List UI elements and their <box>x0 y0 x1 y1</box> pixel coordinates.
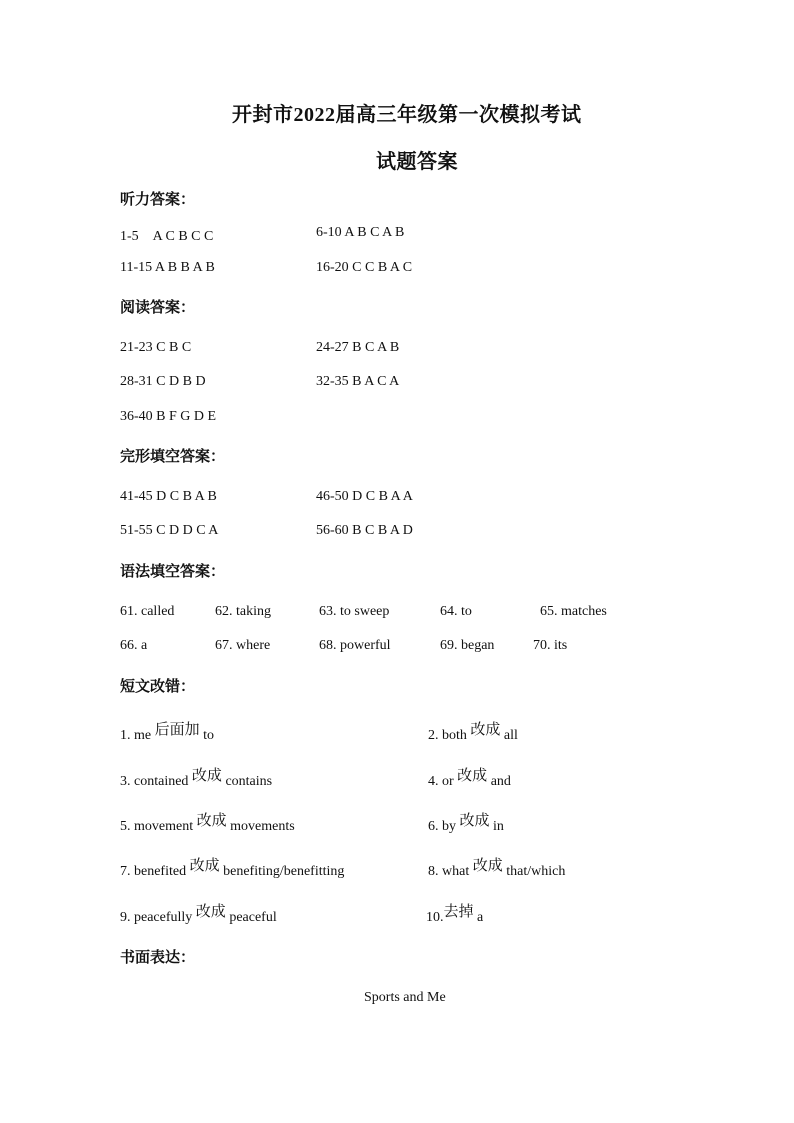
correction-action: 改成 <box>195 904 226 920</box>
correction-action: 改成 <box>472 858 503 874</box>
correction-heading: 短文改错： <box>120 679 196 695</box>
correction-original: 2. both <box>428 728 471 743</box>
correction-original: 9. peacefully <box>120 910 196 925</box>
correction-action: 去掉 <box>443 904 474 920</box>
answer-range: 16-20 C C B A C <box>316 260 413 275</box>
correction-item <box>120 859 344 880</box>
answer-range: 28-31 C D B D <box>120 374 206 389</box>
correction-original: 7. benefited <box>120 864 190 879</box>
correction-fix: all <box>500 728 518 743</box>
answer-range: 21-23 C B C <box>120 340 192 355</box>
correction-action: 后面加 <box>154 722 200 738</box>
correction-item <box>428 769 511 790</box>
grammar-answer: 69. began <box>440 638 495 653</box>
answer-range: 56-60 B C B A D <box>316 523 413 538</box>
answer-range: 11-15 A B B A B <box>120 260 215 275</box>
grammar-answer: 64. to <box>440 604 472 619</box>
correction-item <box>120 769 272 790</box>
correction-original: 3. contained <box>120 774 192 789</box>
correction-original: 10. <box>426 910 444 925</box>
correction-fix: and <box>487 774 511 789</box>
correction-fix: a <box>473 910 484 925</box>
grammar-answer: 67. where <box>215 638 271 653</box>
grammar-answer: 70. its <box>533 638 568 653</box>
page-subtitle: 试题答案 <box>376 151 458 173</box>
grammar-answer: 62. taking <box>215 604 271 619</box>
correction-action: 改成 <box>196 813 227 829</box>
grammar-answer: 63. to sweep <box>319 604 390 619</box>
correction-original: 5. movement <box>120 819 197 834</box>
correction-original: 4. or <box>428 774 458 789</box>
correction-fix: contains <box>221 774 273 789</box>
grammar-heading: 语法填空答案： <box>120 564 226 580</box>
page-title: 开封市2022届高三年级第一次模拟考试 <box>232 104 582 126</box>
listening-heading: 听力答案： <box>120 192 196 208</box>
correction-item <box>428 814 504 835</box>
writing-heading: 书面表达： <box>120 950 196 966</box>
correction-action: 改成 <box>189 858 220 874</box>
answer-range: 32-35 B A C A <box>316 374 400 389</box>
correction-fix: peaceful <box>225 910 277 925</box>
correction-fix: to <box>199 728 215 743</box>
correction-item <box>120 723 214 744</box>
correction-fix: that/which <box>502 864 566 879</box>
correction-item <box>120 905 277 926</box>
correction-original: 8. what <box>428 864 473 879</box>
correction-fix: benefiting/benefitting <box>219 864 345 879</box>
grammar-answer: 61. called <box>120 604 175 619</box>
correction-fix: movements <box>226 819 295 834</box>
correction-item <box>428 859 565 880</box>
grammar-answer: 68. powerful <box>319 638 391 653</box>
answer-range: 1-5 A C B C C <box>120 229 214 244</box>
answer-range: 41-45 D C B A B <box>120 489 217 504</box>
correction-item <box>120 814 295 835</box>
grammar-answer: 66. a <box>120 638 148 653</box>
answer-range: 24-27 B C A B <box>316 340 400 355</box>
correction-original: 6. by <box>428 819 460 834</box>
correction-action: 改成 <box>459 813 490 829</box>
correction-original: 1. me <box>120 728 155 743</box>
answer-range: 6-10 A B C A B <box>316 225 405 240</box>
answer-range: 46-50 D C B A A <box>316 489 413 504</box>
correction-fix: in <box>489 819 504 834</box>
correction-item <box>426 905 483 926</box>
correction-action: 改成 <box>457 768 488 784</box>
answer-range: 36-40 B F G D E <box>120 409 217 424</box>
correction-item <box>428 723 518 744</box>
correction-action: 改成 <box>470 722 501 738</box>
correction-action: 改成 <box>191 768 222 784</box>
answer-range: 51-55 C D D C A <box>120 523 219 538</box>
cloze-heading: 完形填空答案： <box>120 449 226 465</box>
essay-title: Sports and Me <box>364 990 446 1005</box>
reading-heading: 阅读答案： <box>120 300 196 316</box>
grammar-answer: 65. matches <box>540 604 607 619</box>
